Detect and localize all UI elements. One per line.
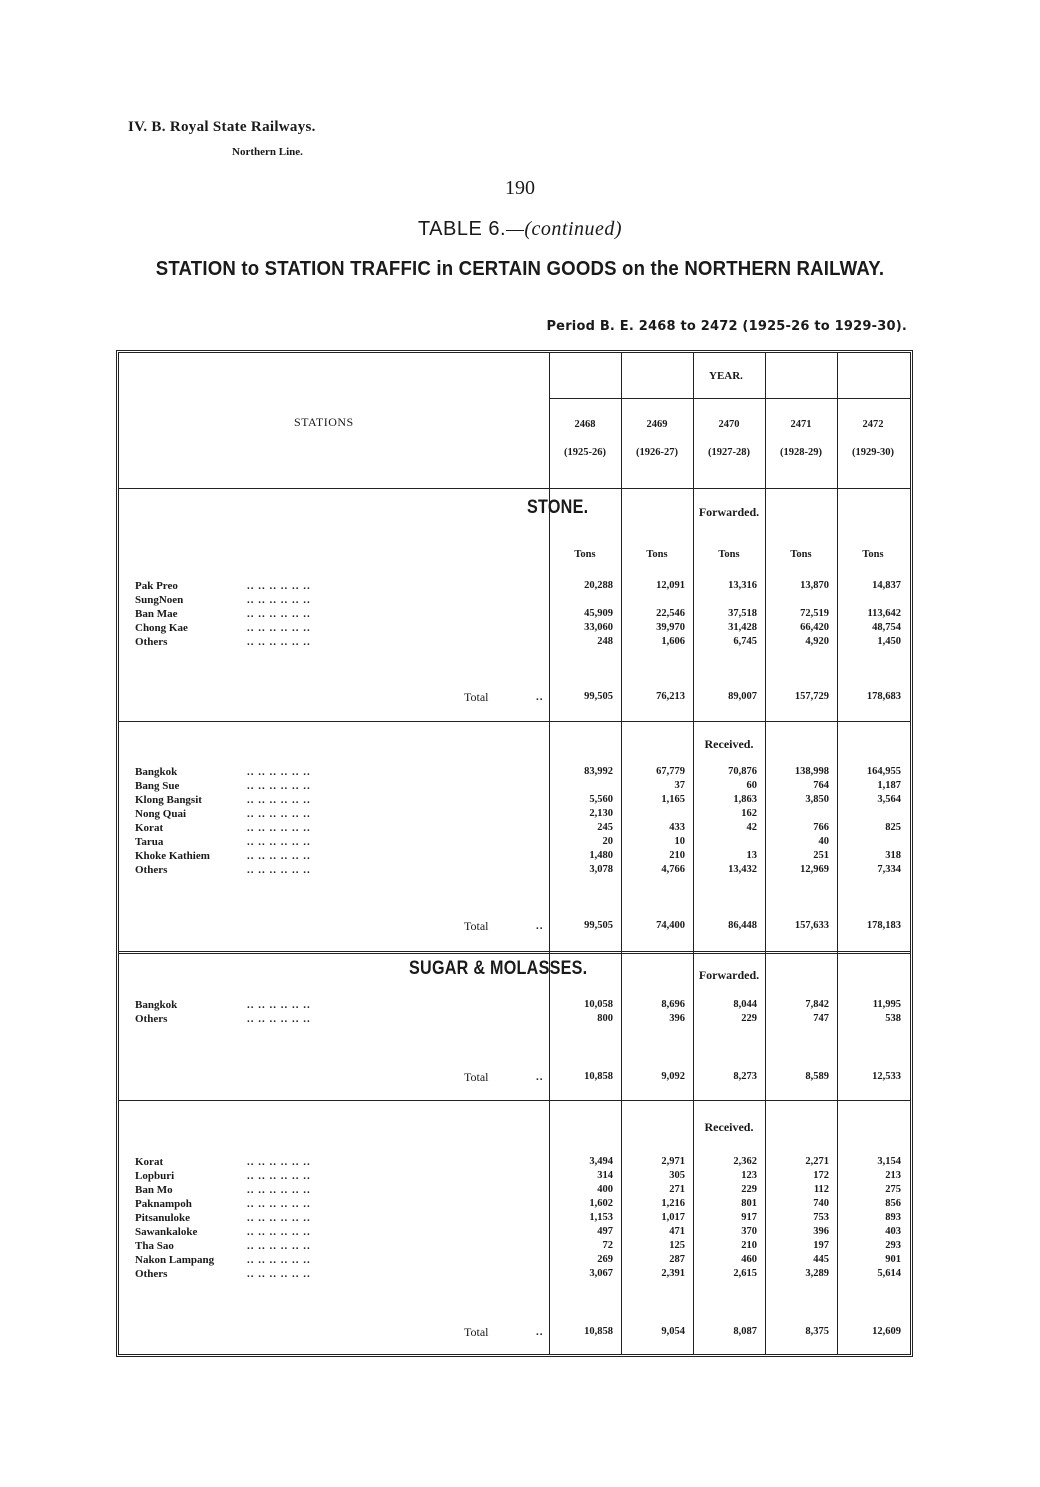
cell-value: 3,067 (589, 1268, 613, 1279)
cell-value: 917 (741, 1212, 757, 1223)
cell-value: 10,058 (584, 999, 613, 1010)
cell-value: 8,696 (661, 999, 685, 1010)
stone_forwarded-total-value: 157,729 (794, 691, 829, 702)
cell-value: 67,779 (656, 766, 685, 777)
year-ad-2468: (1925-26) (564, 447, 606, 458)
station-name: Sawankaloke (135, 1226, 198, 1238)
stone_forwarded-unit-2: Tons (718, 549, 740, 560)
sugar_received-total-value: 12,609 (872, 1326, 901, 1337)
stone_forwarded-unit-0: Tons (574, 549, 596, 560)
stone_received-total-value: 157,633 (794, 920, 829, 931)
cell-value: 5,560 (589, 794, 613, 805)
leader-dots: .. (536, 1071, 544, 1083)
leader-dots: .. .. .. .. .. .. (247, 766, 311, 778)
cell-value: 2,971 (661, 1156, 685, 1167)
cell-value: 370 (741, 1226, 757, 1237)
station-name: Pitsanuloke (135, 1212, 191, 1224)
cell-value: 48,754 (872, 622, 901, 633)
cell-value: 229 (741, 1184, 757, 1195)
station-name: Tha Sao (135, 1240, 174, 1252)
cell-value: 251 (813, 850, 829, 861)
cell-value: 4,920 (805, 636, 829, 647)
cell-value: 213 (885, 1170, 901, 1181)
cell-value: 40 (818, 836, 829, 847)
table-label (0, 218, 1040, 241)
cell-value: 13,870 (800, 580, 829, 591)
stations-header: STATIONS (294, 415, 354, 429)
cell-value: 164,955 (866, 766, 901, 777)
sugar_forwarded-total-value: 10,858 (584, 1071, 613, 1082)
leader-dots: .. .. .. .. .. .. (247, 999, 311, 1011)
stone_received-total-value: 86,448 (728, 920, 757, 931)
cell-value: 138,998 (794, 766, 829, 777)
sugar_forwarded-total-value: 8,589 (805, 1071, 829, 1082)
cell-value: 22,546 (656, 608, 685, 619)
year-be-2471: 2471 (790, 419, 812, 430)
cell-value: 8,044 (733, 999, 757, 1010)
cell-value: 269 (597, 1254, 613, 1265)
cell-value: 11,995 (872, 999, 901, 1010)
year-ad-2471: (1928-29) (780, 447, 822, 458)
cell-value: 1,863 (733, 794, 757, 805)
cell-value: 31,428 (728, 622, 757, 633)
cell-value: 39,970 (656, 622, 685, 633)
sugar_received-total-value: 10,858 (584, 1326, 613, 1337)
cell-value: 229 (741, 1013, 757, 1024)
cell-value: 7,334 (877, 864, 901, 875)
cell-value: 70,876 (728, 766, 757, 777)
section-rule-double (119, 951, 910, 954)
cell-value: 10 (674, 836, 685, 847)
sugar_forwarded-total-label: Total (464, 1070, 489, 1084)
leader-dots: .. .. .. .. .. .. (247, 836, 311, 848)
stone_forwarded-unit-4: Tons (862, 549, 884, 560)
cell-value: 1,216 (661, 1198, 685, 1209)
cell-value: 764 (813, 780, 829, 791)
cell-value: 3,289 (805, 1268, 829, 1279)
station-name: Chong Kae (135, 622, 188, 634)
year-be-2468: 2468 (574, 419, 596, 430)
station-name: Others (135, 864, 168, 876)
cell-value: 162 (741, 808, 757, 819)
station-name: Others (135, 636, 168, 648)
stone_forwarded-unit-3: Tons (790, 549, 812, 560)
station-name: Khoke Kathiem (135, 850, 210, 862)
cell-value: 72 (602, 1240, 613, 1251)
cell-value: 825 (885, 822, 901, 833)
cell-value: 60 (746, 780, 757, 791)
stone_received-label: Received. (704, 737, 754, 751)
cell-value: 113,642 (867, 608, 901, 619)
cell-value: 3,850 (805, 794, 829, 805)
cell-value: 497 (597, 1226, 613, 1237)
leader-dots: .. .. .. .. .. .. (247, 622, 311, 634)
cell-value: 13 (746, 850, 757, 861)
stone_forwarded-total-value: 89,007 (728, 691, 757, 702)
cell-value: 293 (885, 1240, 901, 1251)
cell-value: 20 (602, 836, 613, 847)
cell-value: 112 (813, 1184, 829, 1195)
sugar_received-total-value: 8,375 (805, 1326, 829, 1337)
sugar_forwarded-label: Forwarded. (698, 968, 760, 982)
stone_forwarded-unit-1: Tons (646, 549, 668, 560)
cell-value: 1,602 (589, 1198, 613, 1209)
cell-value: 37,518 (728, 608, 757, 619)
leader-dots: .. .. .. .. .. .. (247, 1198, 311, 1210)
cell-value: 3,078 (589, 864, 613, 875)
cell-value: 210 (741, 1240, 757, 1251)
station-name: Lopburi (135, 1170, 175, 1182)
year-be-2470: 2470 (718, 419, 740, 430)
stone_forwarded-total-label: Total (464, 690, 489, 704)
cell-value: 2,615 (733, 1268, 757, 1279)
cell-value: 2,271 (805, 1156, 829, 1167)
page-number: 190 (505, 177, 535, 199)
cell-value: 801 (741, 1198, 757, 1209)
stone_received-total-value: 178,183 (866, 920, 901, 931)
stone_forwarded-label: Forwarded. (698, 505, 760, 519)
stone_forwarded-total-value: 99,505 (584, 691, 613, 702)
station-name: Ban Mae (135, 608, 178, 620)
station-name: Ban Mo (135, 1184, 173, 1196)
station-name: Others (135, 1268, 168, 1280)
sugar_received-total-value: 9,054 (661, 1326, 685, 1337)
leader-dots: .. .. .. .. .. .. (247, 1184, 311, 1196)
cell-value: 72,519 (800, 608, 829, 619)
cell-value: 538 (885, 1013, 901, 1024)
cell-value: 13,316 (728, 580, 757, 591)
cell-value: 753 (813, 1212, 829, 1223)
cell-value: 460 (741, 1254, 757, 1265)
cell-value: 66,420 (800, 622, 829, 633)
cell-value: 4,766 (661, 864, 685, 875)
station-name: Paknampoh (135, 1198, 192, 1210)
leader-dots: .. (536, 1326, 544, 1338)
cell-value: 396 (669, 1013, 685, 1024)
leader-dots: .. .. .. .. .. .. (247, 1156, 311, 1168)
leader-dots: .. .. .. .. .. .. (247, 594, 311, 606)
cell-value: 172 (813, 1170, 829, 1181)
leader-dots: .. .. .. .. .. .. (247, 1170, 311, 1182)
year-be-2472: 2472 (862, 419, 884, 430)
cell-value: 740 (813, 1198, 829, 1209)
cell-value: 1,017 (661, 1212, 685, 1223)
stone_received-total-value: 74,400 (656, 920, 685, 931)
cell-value: 1,165 (661, 794, 685, 805)
cell-value: 318 (885, 850, 901, 861)
leader-dots: .. .. .. .. .. .. (247, 580, 311, 592)
year-ad-2472: (1929-30) (852, 447, 894, 458)
leader-dots: .. .. .. .. .. .. (247, 822, 311, 834)
cell-value: 33,060 (584, 622, 613, 633)
station-name: Nakon Lampang (135, 1254, 215, 1266)
cell-value: 12,091 (656, 580, 685, 591)
cell-value: 471 (669, 1226, 685, 1237)
station-name: Others (135, 1013, 168, 1025)
cell-value: 305 (669, 1170, 685, 1181)
cell-value: 2,362 (733, 1156, 757, 1167)
cell-value: 901 (885, 1254, 901, 1265)
section-heading: IV. B. Royal State Railways. (128, 119, 316, 135)
leader-dots: .. (536, 920, 544, 932)
cell-value: 3,494 (589, 1156, 613, 1167)
cell-value: 766 (813, 822, 829, 833)
station-name: Pak Preo (135, 580, 178, 592)
sugar_received-total-value: 8,087 (733, 1326, 757, 1337)
cell-value: 747 (813, 1013, 829, 1024)
station-name: Korat (135, 1156, 164, 1168)
leader-dots: .. .. .. .. .. .. (247, 1268, 311, 1280)
cell-value: 893 (885, 1212, 901, 1223)
year-be-2469: 2469 (646, 419, 668, 430)
cell-value: 6,745 (733, 636, 757, 647)
station-name: SungNoen (135, 594, 184, 606)
table-continued: —(continued) (506, 218, 623, 240)
sugar_received-label: Received. (704, 1120, 754, 1134)
cell-value: 2,391 (661, 1268, 685, 1279)
cell-value: 7,842 (805, 999, 829, 1010)
cell-value: 14,837 (872, 580, 901, 591)
cell-value: 403 (885, 1226, 901, 1237)
table-number: TABLE 6. (417, 218, 507, 240)
leader-dots: .. (536, 691, 544, 703)
cell-value: 271 (669, 1184, 685, 1195)
leader-dots: .. .. .. .. .. .. (247, 780, 311, 792)
station-name: Klong Bangsit (135, 794, 202, 806)
cell-value: 83,992 (584, 766, 613, 777)
leader-dots: .. .. .. .. .. .. (247, 1226, 311, 1238)
cell-value: 37 (674, 780, 685, 791)
leader-dots: .. .. .. .. .. .. (247, 794, 311, 806)
year-header: YEAR. (709, 370, 743, 382)
stone_received-total-label: Total (464, 919, 489, 933)
cell-value: 275 (885, 1184, 901, 1195)
period-label: Period B. E. 2468 to 2472 (1925-26 to 1929-30). (546, 319, 907, 334)
cell-value: 396 (813, 1226, 829, 1237)
leader-dots: .. .. .. .. .. .. (247, 1013, 311, 1025)
station-name: Nong Quai (135, 808, 187, 820)
cell-value: 3,154 (877, 1156, 901, 1167)
cell-value: 856 (885, 1198, 901, 1209)
section-rule (119, 721, 910, 722)
leader-dots: .. .. .. .. .. .. (247, 1212, 311, 1224)
cell-value: 125 (669, 1240, 685, 1251)
cell-value: 248 (597, 636, 613, 647)
sugar_received-total-label: Total (464, 1325, 489, 1339)
leader-dots: .. .. .. .. .. .. (247, 1240, 311, 1252)
year-header-rule (549, 398, 910, 399)
cell-value: 3,564 (877, 794, 901, 805)
cell-value: 123 (741, 1170, 757, 1181)
cell-value: 13,432 (728, 864, 757, 875)
sugar_forwarded-total-value: 9,092 (661, 1071, 685, 1082)
sugar_forwarded-total-value: 8,273 (733, 1071, 757, 1082)
stone_forwarded-total-value: 178,683 (866, 691, 901, 702)
traffic-table (116, 350, 913, 1357)
cell-value: 445 (813, 1254, 829, 1265)
cell-value: 287 (669, 1254, 685, 1265)
year-ad-2470: (1927-28) (708, 447, 750, 458)
cell-value: 12,969 (800, 864, 829, 875)
cell-value: 210 (669, 850, 685, 861)
stone_forwarded-total-value: 76,213 (656, 691, 685, 702)
cell-value: 1,480 (589, 850, 613, 861)
line-subheading: Northern Line. (232, 146, 303, 158)
cell-value: 1,153 (589, 1212, 613, 1223)
station-name: Tarua (135, 836, 164, 848)
leader-dots: .. .. .. .. .. .. (247, 864, 311, 876)
cell-value: 400 (597, 1184, 613, 1195)
sugar_forwarded-total-value: 12,533 (872, 1071, 901, 1082)
leader-dots: .. .. .. .. .. .. (247, 1254, 311, 1266)
cell-value: 20,288 (584, 580, 613, 591)
cell-value: 800 (597, 1013, 613, 1024)
leader-dots: .. .. .. .. .. .. (247, 850, 311, 862)
cell-value: 314 (597, 1170, 613, 1181)
year-ad-2469: (1926-27) (636, 447, 678, 458)
station-name: Bangkok (135, 766, 178, 778)
cell-value: 42 (746, 822, 757, 833)
cell-value: 433 (669, 822, 685, 833)
stone_received-total-value: 99,505 (584, 920, 613, 931)
leader-dots: .. .. .. .. .. .. (247, 636, 311, 648)
cell-value: 245 (597, 822, 613, 833)
cell-value: 2,130 (589, 808, 613, 819)
leader-dots: .. .. .. .. .. .. (247, 808, 311, 820)
leader-dots: .. .. .. .. .. .. (247, 608, 311, 620)
station-name: Bangkok (135, 999, 178, 1011)
cell-value: 1,450 (877, 636, 901, 647)
station-name: Korat (135, 822, 164, 834)
station-name: Bang Sue (135, 780, 180, 792)
section-rule (119, 1100, 910, 1101)
cell-value: 1,187 (877, 780, 901, 791)
page-title: STATION to STATION TRAFFIC in CERTAIN GOODS on the NORTHERN RAILWAY. (155, 258, 885, 280)
cell-value: 45,909 (584, 608, 613, 619)
cell-value: 1,606 (661, 636, 685, 647)
header-rule (119, 488, 910, 489)
cell-value: 197 (813, 1240, 829, 1251)
sugar-section-label: SUGAR & MOLASSES. (409, 958, 588, 979)
cell-value: 5,614 (877, 1268, 901, 1279)
stone-section-label: STONE. (527, 497, 589, 518)
